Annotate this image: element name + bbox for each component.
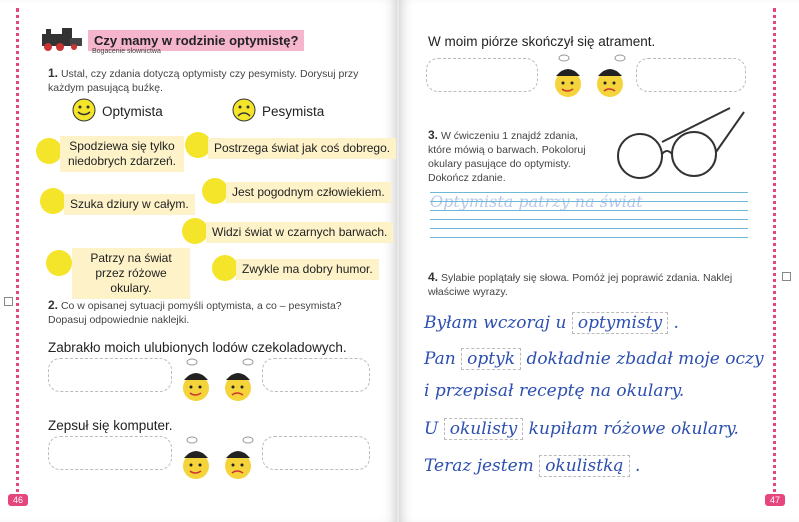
situation-2: Zepsuł się komputer. xyxy=(48,418,173,433)
sentence-1: Spodziewa się tylko niedobrych zdarzeń. xyxy=(60,136,184,172)
exercise-2-number: 2. xyxy=(48,298,59,312)
script-line-2 xyxy=(424,348,764,370)
exercise-2-instruction xyxy=(48,298,378,327)
left-margin-mark xyxy=(4,297,13,306)
sad-face-icon xyxy=(232,98,256,122)
trace-sentence: Optymista patrzy na świat xyxy=(430,192,643,211)
line-4-before: U xyxy=(424,419,439,439)
page-number-right: 47 xyxy=(765,494,785,506)
thinking-faces-icon xyxy=(176,356,260,406)
sticker-slot[interactable] xyxy=(48,358,172,392)
page-subtitle: Bogacenie słownictwa xyxy=(92,48,161,55)
right-margin-mark xyxy=(782,272,791,281)
exercise-1-text: Ustal, czy zdania dotyczą optymisty czy pesymisty. Dorysuj przy każdym pasującą buźkę. xyxy=(48,68,359,94)
line-1-after: . xyxy=(673,313,679,333)
line-4-after: kupiłam różowe okulary. xyxy=(528,419,739,439)
exercise-3-number: 3. xyxy=(428,128,439,142)
exercise-3-instruction xyxy=(428,128,600,185)
face-circle[interactable] xyxy=(212,255,238,281)
writing-lines[interactable] xyxy=(430,192,748,246)
sentence-7: Zwykle ma dobry humor. xyxy=(236,259,379,280)
exercise-4-text: Sylabie poplątały się słowa. Pomóż jej poprawić zdania. Naklej właściwe wyrazy. xyxy=(428,272,733,298)
pessimist-label: Pesymista xyxy=(262,104,325,119)
line-1-before: Byłam wczoraj u xyxy=(424,313,567,333)
happy-face-icon xyxy=(72,98,96,122)
exercise-3-text: W ćwiczeniu 1 znajdź zdania, które mówią o barwach. Pokoloruj okulary pasujące do optymisty. Dokończ zdanie. xyxy=(428,130,586,184)
sticker-slot[interactable] xyxy=(636,58,746,92)
left-dotted-border xyxy=(16,8,19,500)
situation-1: Zabrakło moich ulubionych lodów czekoladowych. xyxy=(48,340,347,355)
line-5-before: Teraz jestem xyxy=(424,456,534,476)
script-line-3 xyxy=(424,381,684,401)
optimist-label: Optymista xyxy=(102,104,163,119)
left-page xyxy=(0,0,397,522)
face-circle[interactable] xyxy=(40,188,66,214)
word-slot-4[interactable]: okulisty xyxy=(444,418,524,440)
sticker-slot[interactable] xyxy=(262,358,370,392)
script-line-4 xyxy=(424,418,739,440)
exercise-1-instruction xyxy=(48,66,378,95)
script-line-1 xyxy=(424,312,679,334)
sentence-4: Jest pogodnym człowiekiem. xyxy=(226,182,391,203)
line-2-before: Pan xyxy=(424,349,456,369)
face-circle[interactable] xyxy=(202,178,228,204)
script-line-5 xyxy=(424,455,640,477)
sticker-slot[interactable] xyxy=(262,436,370,470)
line-5-after: . xyxy=(634,456,641,476)
exercise-4-number: 4. xyxy=(428,270,439,284)
thinking-faces-icon xyxy=(176,434,260,484)
page-number-left: 46 xyxy=(8,494,28,506)
exercise-2-text: Co w opisanej sytuacji pomyśli optymista, a co – pesymista? Dopasuj odpowiednie naklejki. xyxy=(48,300,342,326)
situation-3: W moim piórze skończył się atrament. xyxy=(428,34,656,49)
exercise-4-instruction xyxy=(428,270,748,299)
line-3-before: i przepisał receptę na okulary. xyxy=(424,381,685,401)
thinking-faces-icon xyxy=(548,52,632,102)
sentence-5: Widzi świat w czarnych barwach. xyxy=(206,222,393,243)
sticker-slot[interactable] xyxy=(426,58,538,92)
sticker-slot[interactable] xyxy=(48,436,172,470)
right-dotted-border xyxy=(773,8,776,500)
word-slot-5[interactable]: okulistką xyxy=(539,455,629,477)
exercise-1-number: 1. xyxy=(48,66,59,80)
glasses-icon[interactable] xyxy=(612,104,752,184)
face-circle[interactable] xyxy=(46,250,72,276)
train-icon xyxy=(40,26,86,52)
face-circle[interactable] xyxy=(36,138,62,164)
word-slot-1[interactable]: optymisty xyxy=(572,312,668,334)
line-2-after: dokładnie zbadał moje oczy xyxy=(526,349,764,369)
sentence-6: Patrzy na świat przez różowe okulary. xyxy=(72,248,190,299)
sentence-2: Postrzega świat jak coś dobrego. xyxy=(208,138,396,159)
page-title: Czy mamy w rodzinie optymistę? xyxy=(88,30,304,51)
sentence-3: Szuka dziury w całym. xyxy=(64,194,195,215)
face-circle[interactable] xyxy=(182,218,208,244)
word-slot-2[interactable]: optyk xyxy=(461,348,521,370)
